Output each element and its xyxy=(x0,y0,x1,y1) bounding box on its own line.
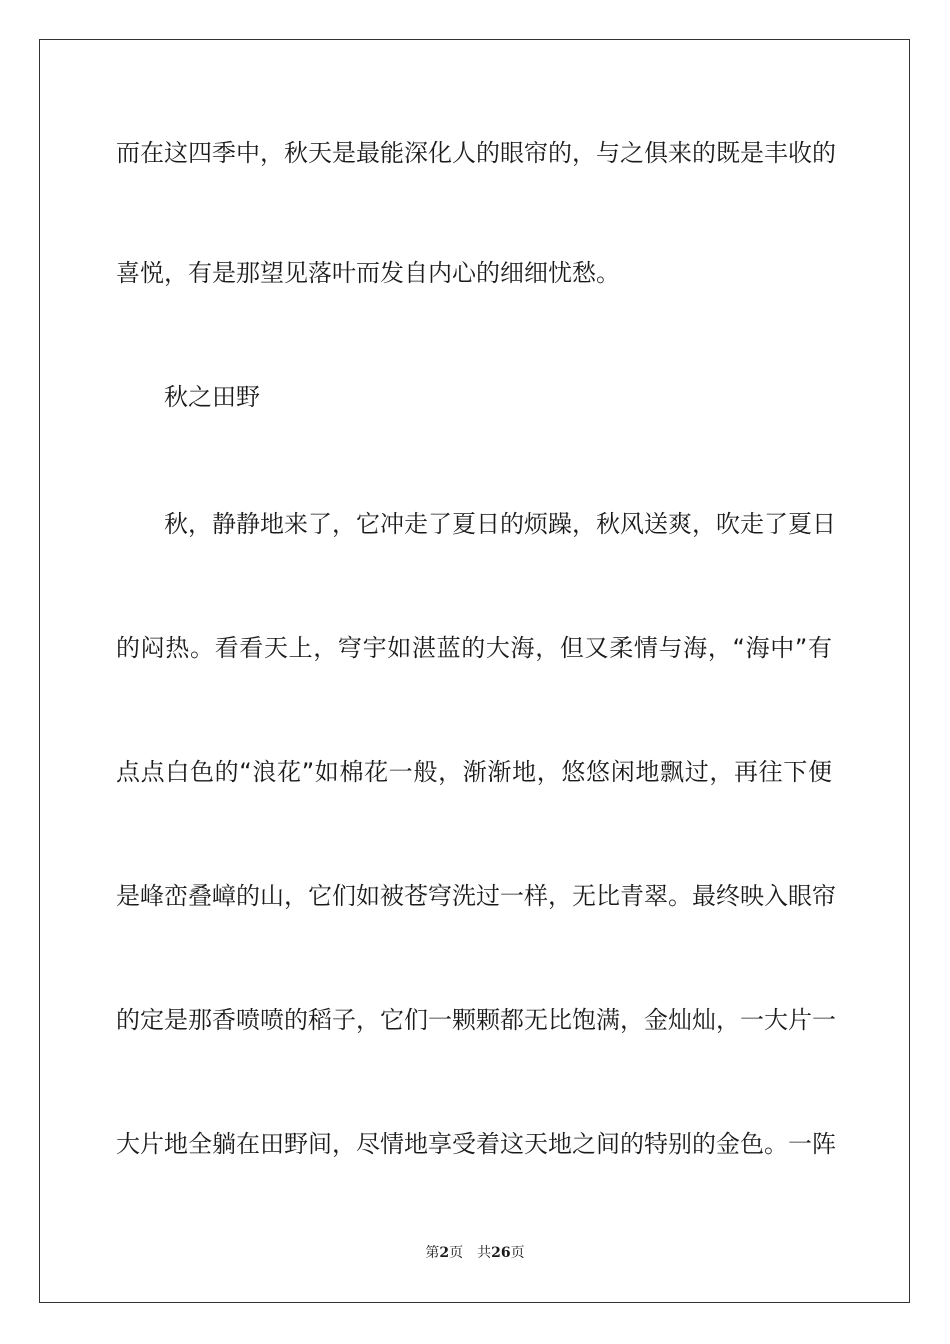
page-prefix: 第 xyxy=(425,1245,440,1261)
total-suffix: 页 xyxy=(510,1245,525,1261)
section-heading: 秋之田野 xyxy=(164,383,260,411)
page-border xyxy=(39,39,910,1303)
paragraph-line-1: 而在这四季中，秋天是最能深化人的眼帘的，与之俱来的既是丰收的 xyxy=(116,139,836,167)
total-page-number: 26 xyxy=(491,1245,511,1261)
paragraph-line-4: 的闷热。看看天上，穹宇如湛蓝的大海，但又柔情与海，“海中”有 xyxy=(116,634,832,662)
paragraph-line-3: 秋，静静地来了，它冲走了夏日的烦躁，秋风送爽，吹走了夏日 xyxy=(164,510,836,538)
page-footer xyxy=(0,1244,950,1262)
paragraph-line-8: 大片地全躺在田野间，尽情地享受着这天地之间的特别的金色。一阵 xyxy=(116,1130,836,1158)
paragraph-line-6: 是峰峦叠嶂的山，它们如被苍穹洗过一样，无比青翠。最终映入眼帘 xyxy=(116,882,836,910)
paragraph-line-7: 的定是那香喷喷的稻子，它们一颗颗都无比饱满，金灿灿，一大片一 xyxy=(116,1006,836,1034)
total-prefix: 共 xyxy=(477,1245,492,1261)
paragraph-line-5: 点点白色的“浪花”如棉花一般，渐渐地，悠悠闲地飘过，再往下便 xyxy=(116,758,832,786)
current-page-number: 2 xyxy=(439,1245,450,1261)
paragraph-line-2: 喜悦，有是那望见落叶而发自内心的细细忧愁。 xyxy=(116,259,620,287)
page-suffix: 页 xyxy=(449,1245,464,1261)
